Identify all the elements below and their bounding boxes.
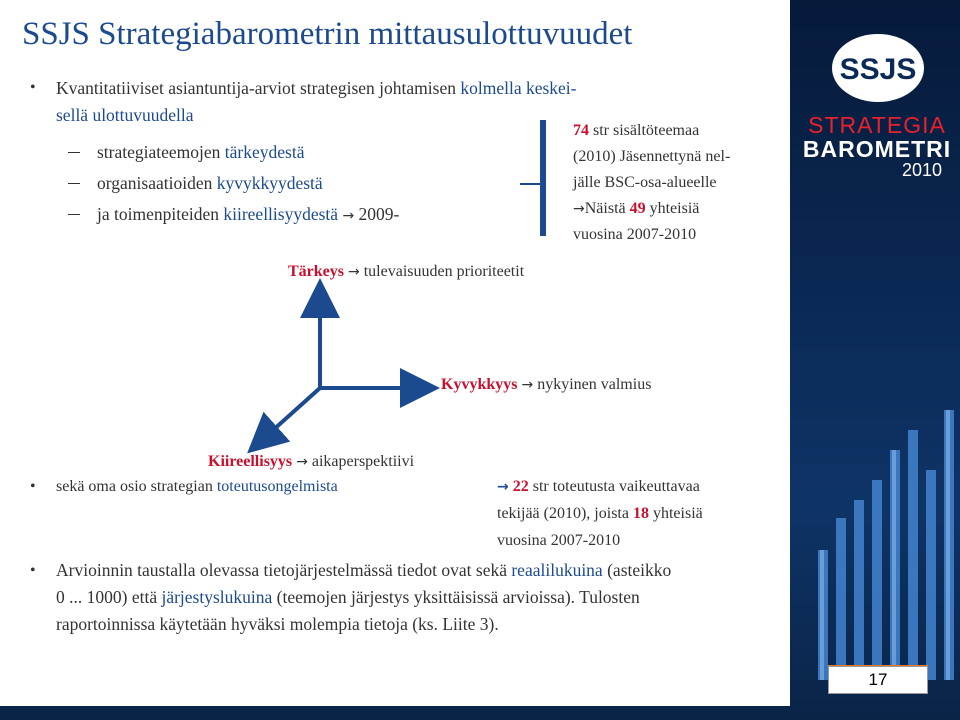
arrow-icon: → [521, 377, 534, 393]
bullet3-line2 [56, 586, 640, 608]
arrow-icon: → [348, 264, 360, 280]
note-themes-shared-count: 49 [629, 200, 646, 217]
bullet3-line1 [56, 559, 671, 581]
footer-strip [0, 706, 790, 720]
note-themes-line3: jälle BSC-osa-alueelle [573, 174, 717, 191]
note-themes-count: 74 [573, 122, 589, 139]
note-themes-text: str sisältöteemaa [589, 122, 700, 139]
dash2-text: organisaatioiden [97, 173, 217, 193]
note-themes-line2: (2010) Jäsennettynä nel- [573, 148, 731, 165]
bullet3-highlight: järjestyslukuina [161, 587, 273, 607]
arrow-icon: → [342, 208, 355, 224]
bullet3-line3: raportoinnissa käytetään hyväksi molempia tietoja (ks. Liite 3). [56, 614, 499, 634]
bullet2-highlight: toteutusongelmista [216, 478, 338, 495]
brand-barometri: BAROMETRI [802, 136, 952, 162]
bullet-marker: • [30, 79, 36, 96]
brand-year: 2010 [901, 160, 942, 180]
bullet1-highlight: kolmella keskei- [460, 78, 577, 98]
axis-label-urgency-title: Kiireellisyys [208, 453, 293, 470]
note-themes-text: yhteisiä [645, 200, 700, 217]
ssjs-logo-text: SSJS [839, 53, 917, 86]
arrow-icon: → [296, 454, 308, 470]
bullet-marker: • [30, 478, 36, 495]
axis-label-capability [441, 374, 651, 396]
note-themes-line5: vuosina 2007-2010 [573, 226, 697, 243]
note-problems-line1 [497, 476, 700, 498]
axis-label-urgency-desc: aikaperspektiivi [307, 453, 415, 470]
note-problems-line3: vuosina 2007-2010 [497, 532, 621, 549]
note-problems-count: 22 [512, 478, 529, 495]
slide-title: SSJS Strategiabarometrin mittausulottuvuudet [22, 16, 633, 52]
decorative-bar-graphic [800, 400, 960, 680]
bullet3-highlight: reaalilukuina [511, 560, 603, 580]
ssjs-logo [830, 32, 926, 104]
brand-strategia: STRATEGIA [808, 112, 946, 138]
bullet2-text: sekä oma osio strategian [56, 478, 217, 495]
note-themes-text: Näistä [584, 200, 630, 217]
axis-label-importance [288, 261, 524, 283]
axis-label-importance-desc: tulevaisuuden prioriteetit [359, 263, 525, 280]
dash1-text: strategiateemojen [97, 142, 225, 162]
note-problems-shared-count: 18 [632, 505, 649, 522]
arrow-icon: → [497, 479, 509, 495]
dash3-text: ja toimenpiteiden [97, 204, 224, 224]
arrow-icon: → [573, 201, 585, 217]
dash3-highlight: kiireellisyydestä [223, 204, 339, 224]
urgency-axis [262, 388, 320, 440]
bullet3-text: 0 ... 1000) että [56, 587, 162, 607]
note-problems-text: str toteutusta vaikeuttavaa [528, 478, 700, 495]
note-problems-text: yhteisiä [648, 505, 703, 522]
axis-label-capability-desc: nykyinen valmius [533, 376, 652, 393]
dash1-highlight: tärkeydestä [224, 142, 305, 162]
dash3-year: 2009- [354, 204, 400, 224]
axis-label-urgency [208, 451, 414, 473]
note-problems-line2 [497, 503, 703, 525]
bullet-marker: • [30, 562, 36, 579]
axis-label-capability-title: Kyvykkyys [441, 376, 518, 393]
bullet3-text: (asteikko [602, 560, 672, 580]
bullet3-text: Arvioinnin taustalla olevassa tietojärjestelmässä tiedot ovat sekä [56, 560, 512, 580]
page-number: 17 [828, 666, 928, 694]
bullet2-line [56, 476, 338, 498]
bullet3-text: (teemojen järjestys yksittäisissä arvioissa). Tulosten [272, 587, 640, 607]
note-problems-text: tekijää (2010), joista [497, 505, 633, 522]
axis-label-importance-title: Tärkeys [288, 263, 344, 280]
dash2-highlight: kyvykkyydestä [216, 173, 323, 193]
bullet1-line2: sellä ulottuvuudella [56, 105, 194, 125]
bullet1-text: Kvantitatiiviset asiantuntija-arviot strategisen johtamisen [56, 78, 461, 98]
